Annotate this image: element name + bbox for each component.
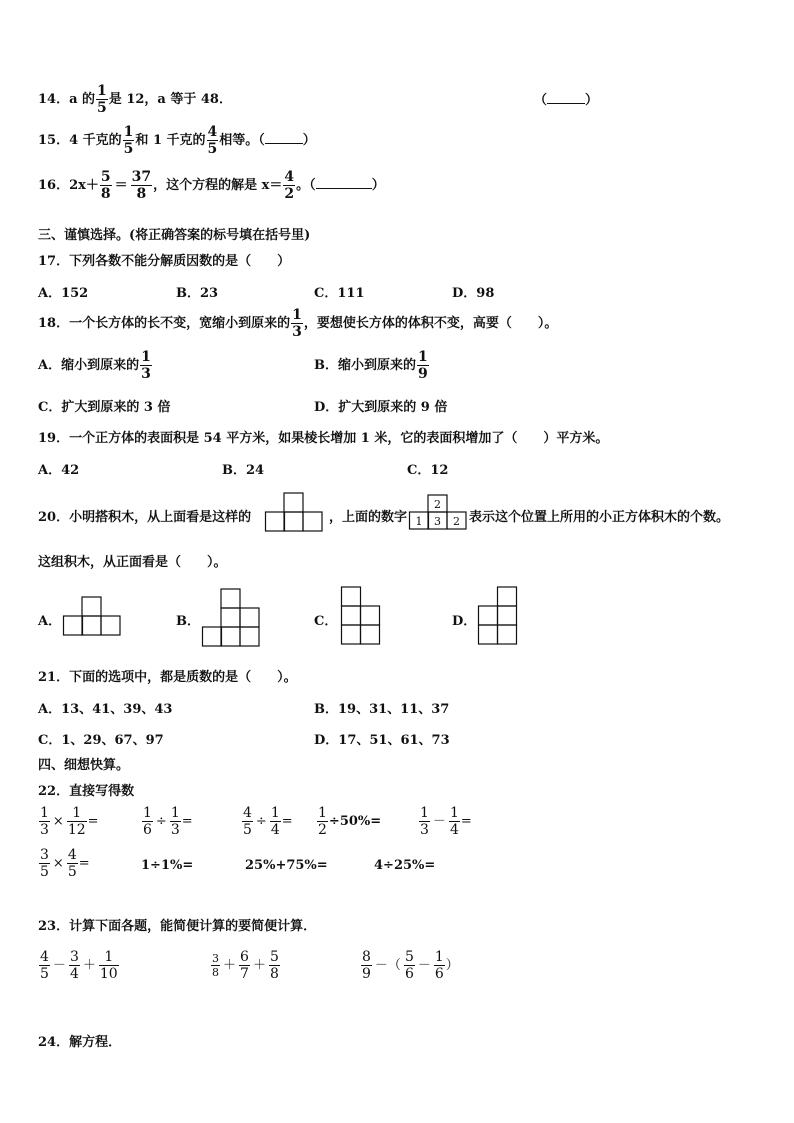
- mental-calc-9: 4÷25%=: [374, 858, 436, 873]
- calc-23-1: $\frac{4}{5}$ － $\frac{3}{4}$ ＋ $\frac{1}{10}$: [40, 949, 118, 982]
- mental-calc-7: 1÷1%=: [141, 858, 194, 873]
- option-19-b[interactable]: B．24: [222, 463, 265, 478]
- question-20-stem-d: 这组积木，从正面看是（ ）。: [38, 555, 227, 570]
- fraction: $\frac{5}{8}$: [100, 169, 111, 202]
- option-21-d[interactable]: D．17、51、61、73: [314, 733, 450, 748]
- question-23-stem: 23．计算下面各题，能简便计算的要简便计算．: [38, 919, 317, 934]
- mental-calc-4: $\frac{1}{2}$ ÷50%=: [318, 805, 382, 838]
- question-14: 14．a 的 $\frac{1}{5}$ 是 12，a 等于 48．: [38, 83, 232, 116]
- option-17-c[interactable]: C．111: [314, 286, 365, 301]
- option-20-a[interactable]: A．: [38, 614, 62, 629]
- option-17-a[interactable]: A．152: [38, 286, 89, 301]
- answer-blank-14[interactable]: （ ）: [534, 93, 599, 108]
- question-20-stem-a: 20．小明搭积木，从上面看是这样的: [38, 510, 252, 525]
- fraction: $\frac{1}{5}$: [123, 124, 134, 157]
- question-22-stem: 22．直接写得数: [38, 784, 135, 799]
- mental-calc-6: $\frac{3}{5}$ × $\frac{4}{5}$ =: [40, 847, 90, 880]
- option-17-b[interactable]: B．23: [176, 286, 219, 301]
- fraction: $\frac{1}{3}$: [292, 307, 302, 340]
- count-digit: 3: [434, 515, 441, 528]
- answer-blank-16[interactable]: [316, 178, 372, 189]
- fraction: $\frac{4}{5}$: [207, 124, 218, 157]
- option-18-c[interactable]: C．扩大到原来的 3 倍: [38, 400, 171, 415]
- option-18-a[interactable]: A．缩小到原来的 $\frac{1}{3}$: [38, 349, 151, 382]
- count-digit: 1: [415, 515, 423, 528]
- top-view-figure: [265, 492, 325, 532]
- option-17-d[interactable]: D．98: [452, 286, 495, 301]
- option-20-b-figure: [202, 588, 262, 648]
- answer-blank-15[interactable]: [265, 133, 303, 144]
- mental-calc-2: $\frac{1}{6}$ ÷ $\frac{1}{3}$ =: [143, 805, 193, 838]
- count-digit: 2: [453, 515, 460, 528]
- option-20-d[interactable]: D．: [452, 614, 477, 629]
- count-digit: 2: [434, 498, 441, 511]
- section-3-heading: 三、谨慎选择。(将正确答案的标号填在括号里): [38, 228, 311, 243]
- question-16: 16．2x＋ $\frac{5}{8}$ ＝ $\frac{37}{8}$ ，这个方程的解是 x＝ $\frac{4}{2}$ 。（ ）: [38, 169, 385, 202]
- option-20-b[interactable]: B．: [176, 614, 200, 629]
- question-20-stem-b: ，上面的数字: [329, 510, 408, 525]
- option-18-d[interactable]: D．扩大到原来的 9 倍: [314, 400, 448, 415]
- question-15: 15．4 千克的 $\frac{1}{5}$ 和 1 千克的 $\frac{4}{5}$ 相等。（ ）: [38, 124, 316, 157]
- mental-calc-3: $\frac{4}{5}$ ÷ $\frac{1}{4}$ =: [243, 805, 293, 838]
- fraction: $\frac{37}{8}$: [131, 169, 152, 202]
- option-18-b[interactable]: B．缩小到原来的 $\frac{1}{9}$: [314, 349, 428, 382]
- option-21-b[interactable]: B．19、31、11、37: [314, 702, 450, 717]
- top-view-numbered-figure: [409, 494, 471, 532]
- question-18-stem: 18．一个长方体的长不变，宽缩小到原来的 $\frac{1}{3}$ ，要想使长方体的体积不变，高要（ ）。: [38, 307, 558, 340]
- calc-23-2: $\frac{3}{8}$ ＋ $\frac{6}{7}$ ＋ $\frac{5}{8}$: [212, 949, 279, 982]
- fraction: $\frac{1}{5}$: [97, 83, 107, 116]
- option-19-a[interactable]: A．42: [38, 463, 80, 478]
- question-19-stem: 19．一个正方体的表面积是 54 平方米，如果棱长增加 1 米，它的表面积增加了（ ）平方米。: [38, 431, 609, 446]
- option-21-a[interactable]: A．13、41、39、43: [38, 702, 173, 717]
- question-21-stem: 21．下面的选项中，都是质数的是（ ）。: [38, 670, 297, 685]
- option-20-c[interactable]: C．: [314, 614, 338, 629]
- option-19-c[interactable]: C．12: [407, 463, 449, 478]
- fraction: $\frac{1}{3}$: [141, 349, 151, 382]
- question-17-stem: 17．下列各数不能分解质因数的是（ ）: [38, 254, 291, 269]
- option-20-c-figure: [341, 586, 383, 646]
- section-4-heading: 四、细想快算。: [38, 758, 130, 773]
- mental-calc-8: 25%+75%=: [245, 858, 328, 873]
- fraction: $\frac{4}{2}$: [284, 169, 295, 202]
- fraction: $\frac{1}{9}$: [418, 349, 428, 382]
- mental-calc-1: $\frac{1}{3}$ × $\frac{1}{12}$ =: [40, 805, 99, 838]
- option-21-c[interactable]: C．1、29、67、97: [38, 733, 164, 748]
- question-20-stem-c: 表示这个位置上所用的小正方体积木的个数。: [469, 510, 730, 525]
- question-24-stem: 24．解方程．: [38, 1035, 122, 1050]
- option-20-d-figure: [478, 586, 520, 646]
- option-20-a-figure: [63, 596, 123, 636]
- mental-calc-5: $\frac{1}{3}$ － $\frac{1}{4}$ =: [420, 805, 472, 838]
- calc-23-3: $\frac{8}{9}$ －（ $\frac{5}{6}$ － $\frac{1}{6}$ ）: [362, 949, 459, 982]
